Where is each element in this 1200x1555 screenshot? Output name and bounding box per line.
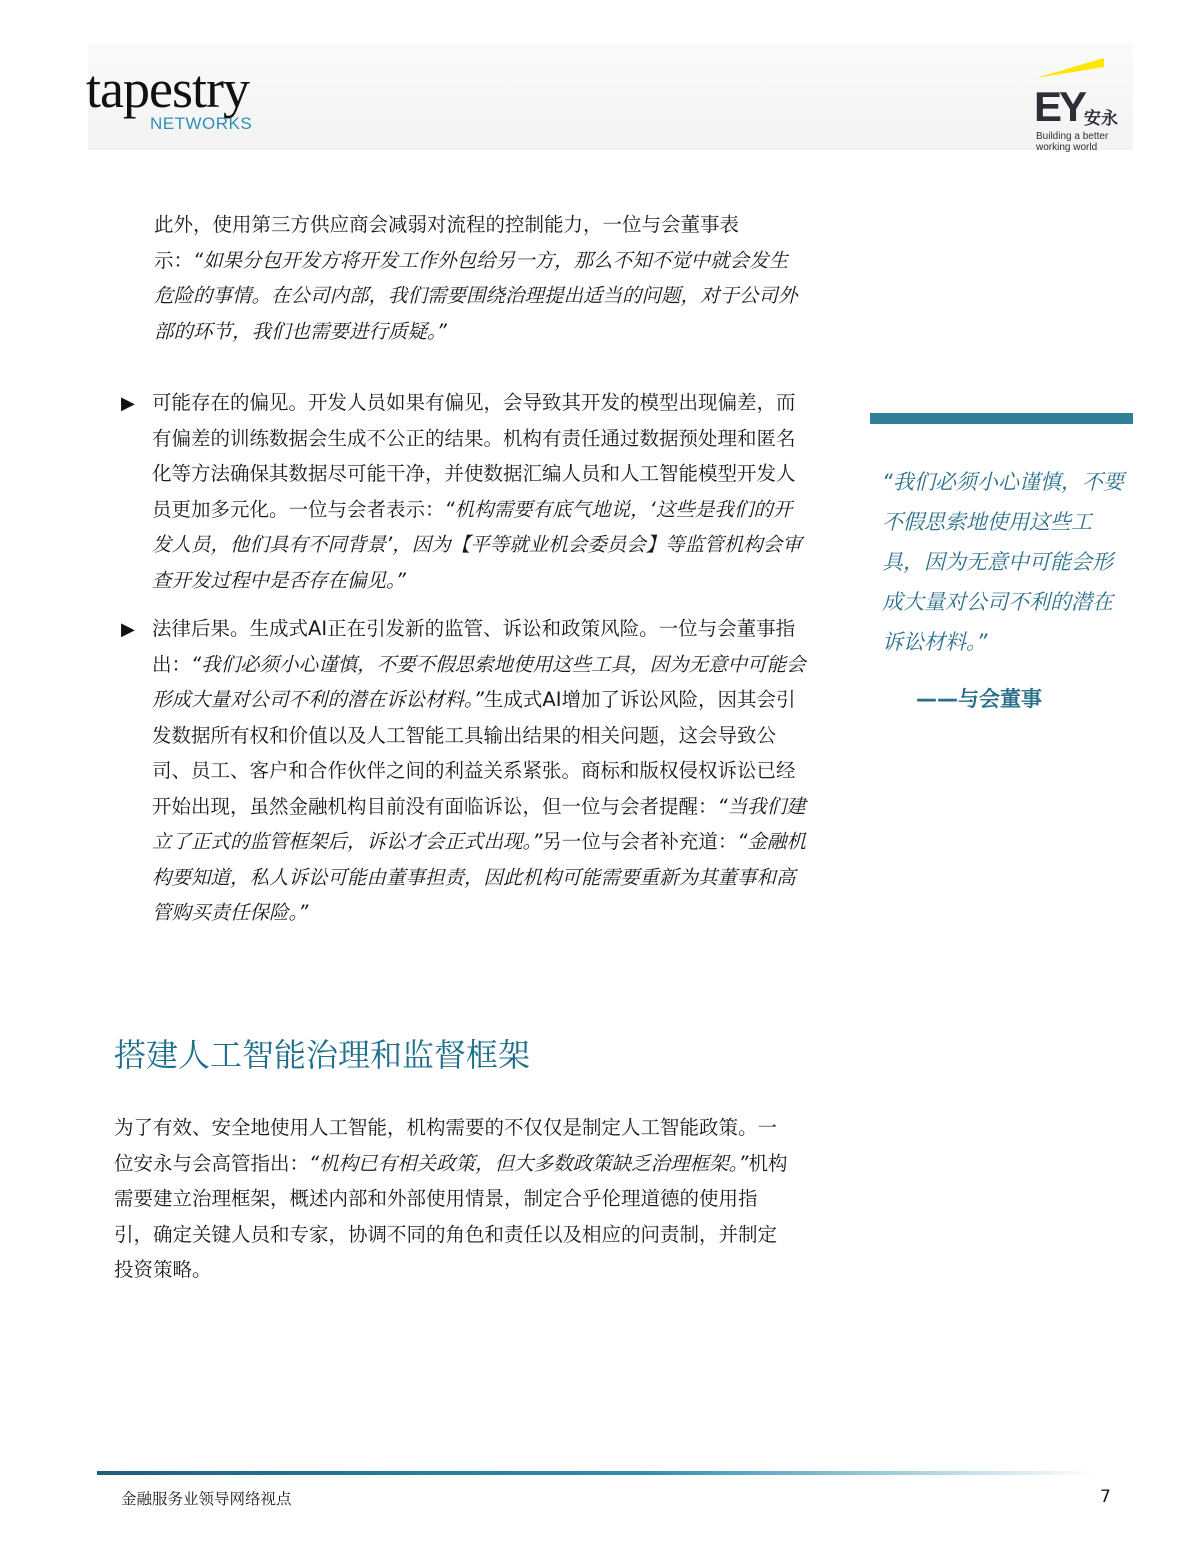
bullet-bias-quote: “机构需要有底气地说，‘这些是我们的开发人员，他们具有不同背景’，因为【平等就业机会委员会】等监管机构会审查开发过程中是否存在偏见。” (152, 497, 802, 592)
bullet-legal-quote-a: “我们必须小心谨慎，不要不假思索地使用这些工具，因为无意中可能会形成大量对公司不利的潜在诉讼材料。” (152, 652, 806, 711)
bullet-legal-quote-c: “金融机构要知道，私人诉讼可能由董事担责，因此机构可能需要重新为其董事和高管购买责任保险。” (152, 830, 806, 924)
pull-quote-attribution: ——与会董事 (916, 687, 1042, 711)
section-title: 搭建人工智能治理和监督框架 (114, 1036, 531, 1074)
intro-quote: “如果分包开发方将开发工作外包给另一方，那么不知不觉中就会发生危险的事情。在公司内部，我们需要围绕治理提出适当的问题，对于公司外部的环节，我们也需要进行质疑。” (154, 248, 798, 343)
bullet-bias (152, 385, 806, 598)
bullet-legal-text-b: 生成式AI增加了诉讼风险，因其会引发数据所有权和价值以及人工智能工具输出结果的相关问题，这会导致公司、员工、客户和合作伙伴之间的利益关系紧张。商标和版权侵权诉讼已经开始出现，虽然金融机构目前没有面临诉讼，但一位与会者提醒： (152, 688, 796, 818)
section-text-b: 机构需要建立治理框架，概述内部和外部使用情景，制定合乎伦理道德的使用指引，确定关键人员和专家，协调不同的角色和责任以及相应的问责制，并制定投资策略。 (114, 1151, 788, 1281)
section-quote: “机构已有相关政策，但大多数政策缺乏治理框架。” (309, 1151, 749, 1175)
tapestry-logo-sub: NETWORKS (150, 114, 253, 133)
ey-logo-chinese: 安永 (1084, 109, 1118, 129)
bullet-arrow-icon: ▶ (121, 619, 135, 640)
footer-rule (97, 1471, 1097, 1475)
footer-title: 金融服务业领导网络视点 (121, 1490, 292, 1508)
ey-beam-icon (1034, 56, 1134, 86)
bullet-legal-text-c: 另一位与会者补充道： (542, 830, 738, 853)
ey-logo-tagline: Building a better working world (1036, 131, 1109, 153)
section-text-a: 为了有效、安全地使用人工智能，机构需要的不仅仅是制定人工智能政策。一位安永与会高管指出： (114, 1116, 778, 1175)
bullet-legal-quote-b: “当我们建立了正式的监管框架后，诉讼才会正式出现。” (152, 794, 806, 853)
bullet-bias-text: 可能存在的偏见。开发人员如果有偏见，会导致其开发的模型出现偏差，而有偏差的训练数据会生成不公正的结果。机构有责任通过数据预处理和匿名化等方法确保其数据尽可能干净，并使数据汇编人员和人工智能模型开发人员更加多元化。一位与会者表示： (152, 391, 796, 521)
pull-quote-accent-bar (870, 413, 1133, 424)
intro-paragraph (154, 207, 804, 349)
bullet-legal-text-a: 法律后果。生成式AI正在引发新的监管、诉讼和政策风险。一位与会董事指出： (152, 617, 796, 676)
bullet-legal (152, 611, 806, 931)
bullet-arrow-icon: ▶ (121, 393, 135, 414)
ey-logo-mark: EY (1034, 83, 1085, 130)
intro-text: 此外，使用第三方供应商会减弱对流程的控制能力，一位与会董事表示： (154, 213, 740, 272)
tapestry-networks-logo (86, 59, 253, 133)
tapestry-logo-word: tapestry (86, 59, 249, 119)
pull-quote: “我们必须小心谨慎，不要不假思索地使用这些工具，因为无意中可能会形成大量对公司不利的潜在诉讼材料。” (882, 470, 1124, 654)
section-paragraph (114, 1110, 794, 1288)
page-number: 7 (1100, 1487, 1111, 1507)
ey-logo (1034, 56, 1134, 156)
